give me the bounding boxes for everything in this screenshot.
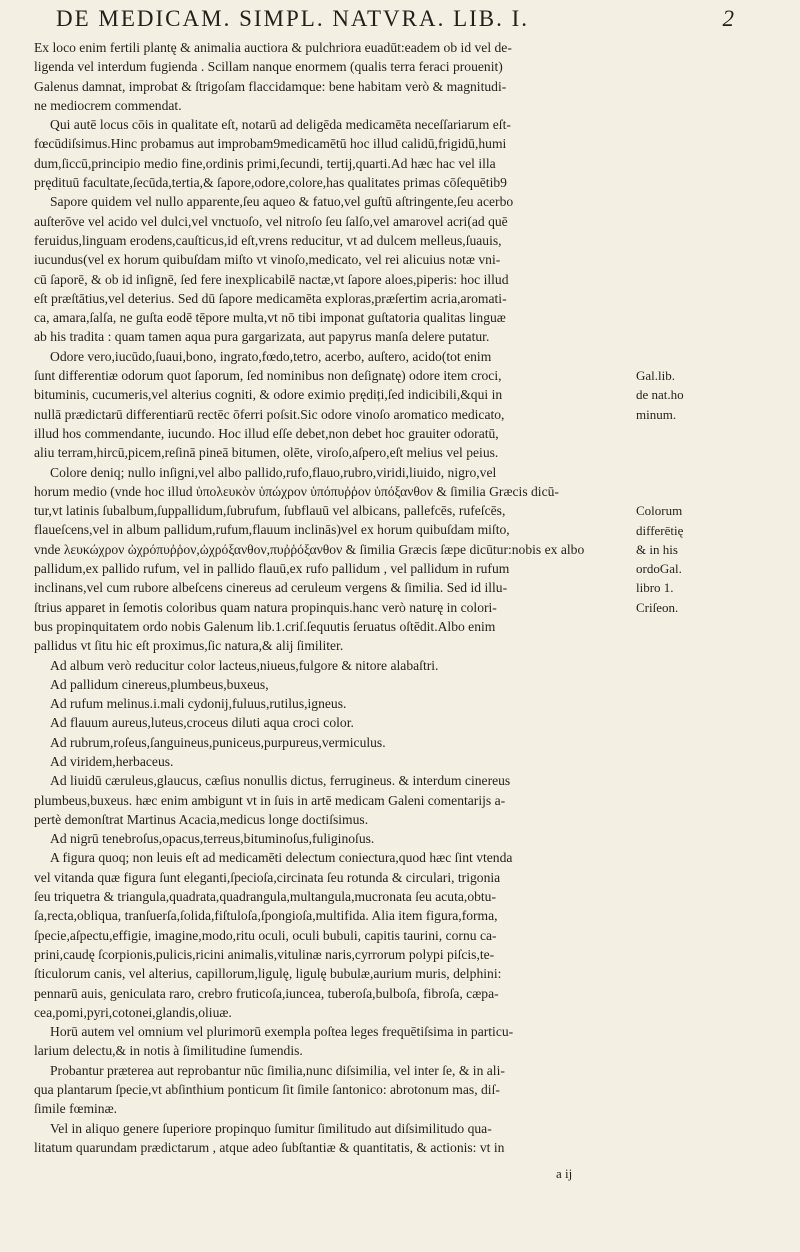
text-line: ab his tradita : quam tamen aqua pura gargarizata, aut papyrus manſa delere putatur. [34, 329, 490, 345]
text-line: ſticulorum canis, vel alterius, capillorum,ligulę, ligulę bubulæ,aurium muris, delphini: [34, 966, 502, 982]
text-line: Ad viridem,herbaceus. [50, 753, 174, 769]
margin-note: differētię [636, 522, 684, 538]
main-text [34, 38, 638, 1157]
text-line: Ad rubrum,roſeus,ſanguineus,puniceus,purpureus,vermiculus. [50, 734, 386, 750]
text-line: Ad pallidum cinereus,plumbeus,buxeus, [50, 676, 269, 692]
margin-note: minum. [636, 406, 677, 422]
text-line: ſa,recta,obliqua, tranſuerſa,ſolida,fiſtuloſa,ſpongioſa,multifida. Alia item figura,forma, [34, 908, 498, 924]
text-line: Ad liuidū cæruleus,glaucus, cæſius nonullis dictus, ferrugineus. & interdum cinereus [50, 773, 511, 789]
text-line: pallidus vt ſitu hic eſt proximus,ſic natura,& alij ſimiliter. [34, 638, 344, 654]
text-line: prędituū facultate,ſecūda,tertia,& ſapore,odore,colore,has qualitates primas cōſequētib9 [34, 175, 507, 191]
text-line: pallidum,ex pallido rufum, vel in pallido flauū,ex rufo pallidum , vel pallidum in rufum [34, 561, 510, 577]
text-line: ne mediocrem commendat. [34, 97, 182, 113]
text-line: Probantur præterea aut reprobantur nūc ſimilia,nunc diſsimilia, vel inter ſe, & in ali- [50, 1062, 505, 1078]
margin-note: Criſeon. [636, 599, 679, 615]
text-line: horum medio (vnde hoc illud ὑπολευκὸν ὑπώχρον ὑπόπυῤῥον ὑπόξανθον & ſimilia Græcis dicū- [34, 483, 559, 499]
text-line: Ad flauum aureus,luteus,croceus diluti aqua croci color. [50, 715, 354, 731]
text-line: ligenda vel interdum fugienda . Scillam nanque enormem (qualis terra feraci prouenit) [34, 59, 503, 75]
text-line: plumbeus,buxeus. hæc enim ambigunt vt in ſuis in artē medicam Galeni comentarijs a- [34, 792, 506, 808]
margin-note: ordoGal. [636, 561, 682, 577]
text-line: Colore deniq; nullo inſigni,vel albo pallido,rufo,flauo,rubro,viridi,liuido, nigro,vel [50, 464, 497, 480]
text-line: bituminis, cucumeris,vel alterius cogniti, & odore eximio prędiți,ſed indicibili,&qui in [34, 387, 503, 403]
text-line: auſterōve vel acido vel dulci,vel vnctuoſo, vel nitroſo ſeu ſalſo,vel amarovel acri(ad quē [34, 213, 508, 229]
text-line: ſpecie,aſpectu,effigie, imagine,modo,ritu oculi, oculi bubuli, capitis taurini, cornu ca- [34, 927, 497, 943]
text-line: dum,ſiccū,principio medio fine,ordinis primi,ſecundi, tertij,quarti.Ad hæc hac vel illa [34, 155, 496, 171]
text-line: ſeu triquetra & triangula,quadrata,quadrangula,multangula,mucronata ſeu acuta,obtu- [34, 889, 497, 905]
text-line: vnde λευκώχρον ὠχρόπυῤῥον,ὠχρόξανθον,πυῤῥόξανθον & ſimilia Græcis ſæpe dicūtur:nobis ex albo [34, 541, 585, 557]
text-line: Ad rufum melinus.i.mali cydonij,fuluus,rutilus,igneus. [50, 696, 347, 712]
text-line: litatum quarundam prædictarum , atque adeo ſubſtantiæ & quantitatis, & actionis: vt in [34, 1139, 505, 1155]
text-line: Qui autē locus cōis in qualitate eſt, notarū ad deligēda medicamēta neceſſariarum eſt- [50, 117, 511, 133]
text-line: illud hos commendante, iucundo. Hoc illud eſſe debet,non debet hoc grauiter odoratū, [34, 425, 499, 441]
text-line: Ad nigrū tenebroſus,opacus,terreus,bituminoſus,fuliginoſus. [50, 831, 375, 847]
text-line: aliu terram,hircū,picem,reſinā pineā bitumen, olēte, viroſo,aſpero,eſt melius vel peius. [34, 445, 499, 461]
text-line: ca, amara,ſalſa, ne guſta eodē tēpore multa,vt nō tibi imponat guſtatoria qualitas linguæ [34, 310, 506, 326]
margin-note: Gal.lib. [636, 368, 675, 384]
text-line: eſt præſtātius,vel deterius. Sed dū ſapore medicamēta exploras,præſertim acria,aromati- [34, 290, 507, 306]
text-line: vel vitanda quæ figura ſunt eleganti,ſpecioſa,circinata ſeu rotunda & circulari, trigonia [34, 869, 501, 885]
text-line: ſimile fœminæ. [34, 1101, 118, 1117]
text-line: fœcūdiſsimus.Hinc probamus aut improbam9medicamētū hoc illud calidū,frigidū,humi [34, 136, 507, 152]
folio-number: 2 [722, 6, 736, 31]
text-line: ſtrius apparet in ſemotis coloribus quam natura propinquis.hanc verò naturę in colori- [34, 599, 497, 615]
text-line: Vel in aliquo genere ſuperiore propinquo ſumitur ſimilitudo aut diſsimilitudo qua- [50, 1120, 492, 1136]
text-line: flaueſcens,vel in album pallidum,rufum,flauum inclinās)vel ex horum quibuſdam miſto, [34, 522, 510, 538]
text-line: inclinans,vel cum rubore albeſcens cinereus ad ceruleum vergens & ſimilia. Sed id illu- [34, 580, 508, 596]
text-line: Horū autem vel omnium vel plurimorū exempla poſtea leges frequētiſsima in particu- [50, 1024, 514, 1040]
text-line: nullā prædictarū differentiarū rectēc ōferri poſsit.Sic odore vinoſo aromatico medicato, [34, 406, 505, 422]
text-line: feruidus,linguam erodens,cauſticus,id eſt,vrens reducitur, vt ad dulcem melleus,ſuauis, [34, 232, 502, 248]
margin-note: de nat.ho [636, 387, 684, 403]
text-line: A figura quoq; non leuis eſt ad medicamēti delectum coniectura,quod hæc ſint vtenda [50, 850, 513, 866]
text-line: Ad album verò reducitur color lacteus,niueus,fulgore & nitore alabaſtri. [50, 657, 439, 673]
text-line: prini,caudę ſcorpionis,pulicis,ricini animalis,vitulinæ naris,cyrrorum polypi piſcis,te- [34, 946, 495, 962]
text-line: cū ſaporē, & ob id inſignē, ſed fere inexplicabilē nactæ,vt ſapore aloes,piperis: hoc illud [34, 271, 509, 287]
text-line: qua plantarum ſpecie,vt abſinthium ponticum ſit ſimile ſantonico: abrotonum mas, diſ- [34, 1082, 500, 1098]
text-line: Galenus damnat, improbat & ſtrigoſam flaccidamque: bene habitam verò & magnitudi- [34, 78, 507, 94]
text-line: Sapore quidem vel nullo apparente,ſeu aqueo & fatuo,vel guſtū aſtringente,ſeu acerbo [50, 194, 514, 210]
text-line: ſunt differentiæ odorum quot ſaporum, ſed nominibus non deſignatę) odore item croci, [34, 368, 502, 384]
margin-note: libro 1. [636, 580, 674, 596]
text-line: Ex loco enim fertili plantę & animalia auctiora & pulchriora euadūt:eadem ob id vel de- [34, 40, 512, 55]
margin-note: Colorum [636, 503, 683, 519]
running-title: DE MEDICAM. SIMPL. NATVRA. LIB. I. [56, 6, 530, 31]
text-line: Odore vero,iucūdo,ſuaui,bono, ingrato,fœdo,tetro, acerbo, auſtero, acido(tot enim [50, 348, 492, 364]
running-header [56, 6, 736, 36]
text-line: pennarū auis, geniculata raro, crebro fruticoſa,iuncea, tuberoſa,bulboſa, fibroſa, cæpa- [34, 985, 499, 1001]
text-line: bus propinquitatem ordo nobis Galenum lib.1.criſ.ſequutis ſeruatus oſtēdit.Albo enim [34, 618, 496, 634]
text-line: pertè demonſtrat Martinus Acacia,medicus longe doctiſsimus. [34, 811, 369, 827]
text-line: larium delectu,& in notis à ſimilitudine ſumendis. [34, 1043, 303, 1059]
catchword: a ij [556, 1166, 573, 1181]
text-line: tur,vt latinis ſubalbum,ſuppallidum,ſubrufum, ſubflauū vel albicans, pallefcēs, rufeſcēs, [34, 503, 506, 519]
margin-note: & in his [636, 541, 678, 557]
text-line: iucundus(vel ex horum quibuſdam miſto vt vinoſo,medicato, vel rei alicuius notæ vni- [34, 252, 501, 268]
text-line: cea,pomi,pyri,cotonei,glandis,oliuæ. [34, 1004, 232, 1020]
